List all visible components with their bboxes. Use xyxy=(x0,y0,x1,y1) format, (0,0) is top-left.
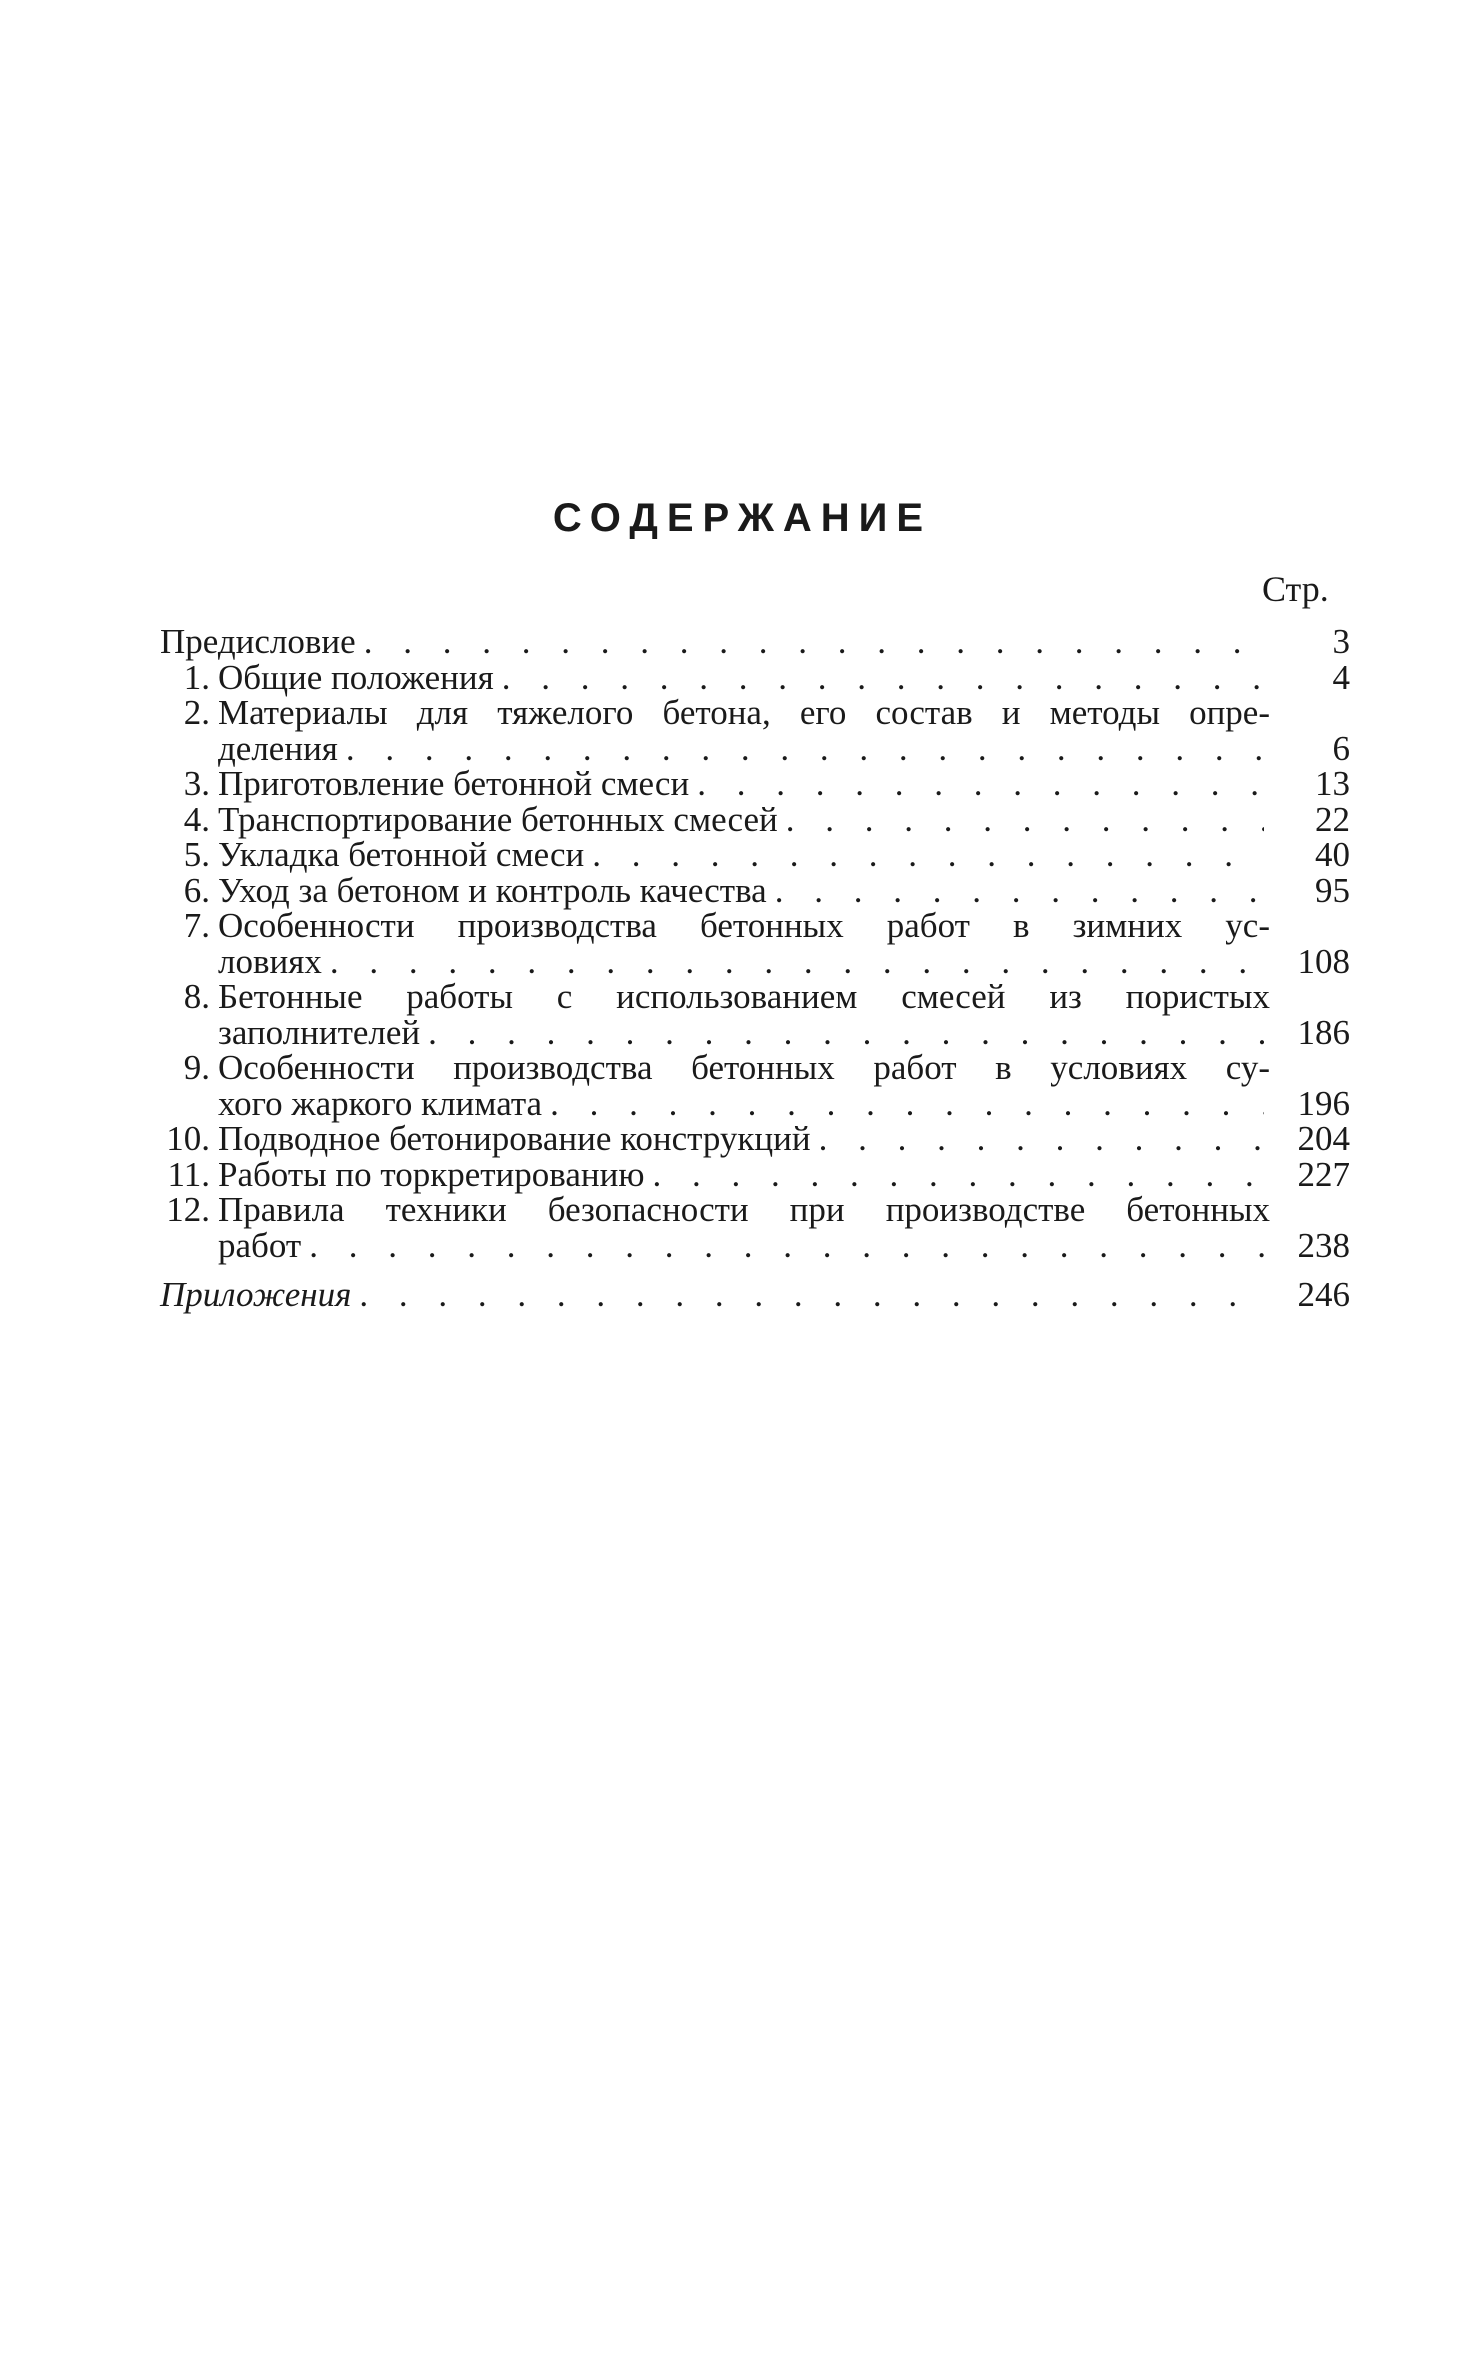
toc-entry-number: 5. xyxy=(183,835,210,874)
toc-entry-number: 12. xyxy=(166,1190,210,1229)
toc-entry-number: 9. xyxy=(183,1048,210,1087)
toc-entry-page: 238 xyxy=(1297,1225,1350,1265)
toc-entry-number: 7. xyxy=(183,906,210,945)
toc-entry-title-line: Особенности производства бетонных работ в условиях су- xyxy=(218,1048,1270,1087)
toc-entry-page: 6 xyxy=(1332,728,1350,768)
toc-entry-title: работ xyxy=(218,1225,302,1265)
toc-entry-page: 246 xyxy=(1297,1275,1350,1314)
toc-entry-title: Транспортирование бетонных смесей xyxy=(218,799,778,839)
toc-entry-6[interactable] xyxy=(160,870,1350,910)
dot-leader xyxy=(592,837,1264,873)
toc-entry-number: 4. xyxy=(183,799,210,839)
dot-leader xyxy=(786,802,1264,838)
toc-entry-page: 95 xyxy=(1315,870,1350,910)
table-of-contents xyxy=(160,624,1350,1313)
toc-entry-title: Приготовление бетонной смеси xyxy=(218,764,690,803)
toc-entry-7[interactable] xyxy=(160,908,1350,979)
toc-entry-page: 13 xyxy=(1315,764,1350,803)
toc-entry-title: Укладка бетонной смеси xyxy=(218,835,585,874)
dot-leader xyxy=(502,660,1264,696)
toc-entry-title: ловиях xyxy=(218,941,322,981)
toc-entry-page: 186 xyxy=(1297,1012,1350,1052)
toc-entry-title: деления xyxy=(218,728,338,768)
dot-leader xyxy=(653,1157,1265,1193)
toc-entry-12[interactable] xyxy=(160,1192,1350,1263)
toc-entry-number: 3. xyxy=(183,764,210,803)
toc-entry-title: Подводное бетонирование конструкций xyxy=(218,1119,811,1158)
toc-entry-title-line: Особенности производства бетонных работ в зимних ус- xyxy=(218,906,1270,945)
toc-entry-preface[interactable] xyxy=(160,624,1350,660)
toc-entry-title-line: Материалы для тяжелого бетона, его состав и методы опре- xyxy=(218,693,1270,732)
toc-entry-page: 22 xyxy=(1315,799,1350,839)
dot-leader xyxy=(775,873,1264,909)
toc-entry-page: 40 xyxy=(1315,835,1350,874)
toc-entry-3[interactable] xyxy=(160,766,1350,802)
toc-entry-11[interactable] xyxy=(160,1154,1350,1194)
dot-leader xyxy=(330,944,1264,980)
toc-entry-number: 10. xyxy=(166,1119,210,1158)
dot-leader xyxy=(697,766,1264,802)
toc-entry-title: Предисловие xyxy=(160,622,356,661)
toc-entry-number: 11. xyxy=(167,1154,210,1194)
dot-leader xyxy=(550,1086,1264,1122)
dot-leader xyxy=(364,624,1264,660)
toc-entry-page: 3 xyxy=(1332,622,1350,661)
dot-leader xyxy=(428,1015,1264,1051)
page-title: СОДЕРЖАНИЕ xyxy=(552,496,933,540)
toc-entry-5[interactable] xyxy=(160,837,1350,873)
toc-entry-page: 4 xyxy=(1332,657,1350,697)
page-column-label: Стр. xyxy=(1262,569,1329,609)
toc-entry-title-line: Правила техники безопасности при производстве бетонных xyxy=(218,1190,1270,1229)
toc-entry-page: 227 xyxy=(1297,1154,1350,1194)
toc-entry-number: 8. xyxy=(183,977,210,1016)
dot-leader xyxy=(819,1121,1264,1157)
dot-leader xyxy=(359,1277,1264,1313)
toc-entry-title: Общие положения xyxy=(218,657,494,697)
toc-entry-title-line: Бетонные работы с использованием смесей из пористых xyxy=(218,977,1270,1016)
toc-entry-10[interactable] xyxy=(160,1121,1350,1157)
toc-entry-title: Приложения xyxy=(160,1275,352,1314)
toc-entry-1[interactable] xyxy=(160,657,1350,697)
toc-entry-page: 196 xyxy=(1297,1083,1350,1123)
toc-entry-title: хого жаркого климата xyxy=(218,1083,543,1123)
toc-entry-title: Работы по торкретированию xyxy=(218,1154,645,1194)
dot-leader xyxy=(346,731,1264,767)
dot-leader xyxy=(309,1228,1264,1264)
toc-entry-number: 1. xyxy=(183,657,210,697)
toc-entry-9[interactable] xyxy=(160,1050,1350,1121)
toc-entry-page: 204 xyxy=(1297,1119,1350,1158)
toc-entry-2[interactable] xyxy=(160,695,1350,766)
toc-entry-appendix[interactable] xyxy=(160,1277,1350,1313)
toc-entry-8[interactable] xyxy=(160,979,1350,1050)
toc-entry-title: Уход за бетоном и контроль качества xyxy=(218,870,767,910)
toc-entry-4[interactable] xyxy=(160,799,1350,839)
toc-entry-title: заполнителей xyxy=(218,1012,421,1052)
toc-entry-number: 6. xyxy=(183,870,210,910)
toc-entry-number: 2. xyxy=(183,693,210,732)
toc-entry-page: 108 xyxy=(1297,941,1350,981)
